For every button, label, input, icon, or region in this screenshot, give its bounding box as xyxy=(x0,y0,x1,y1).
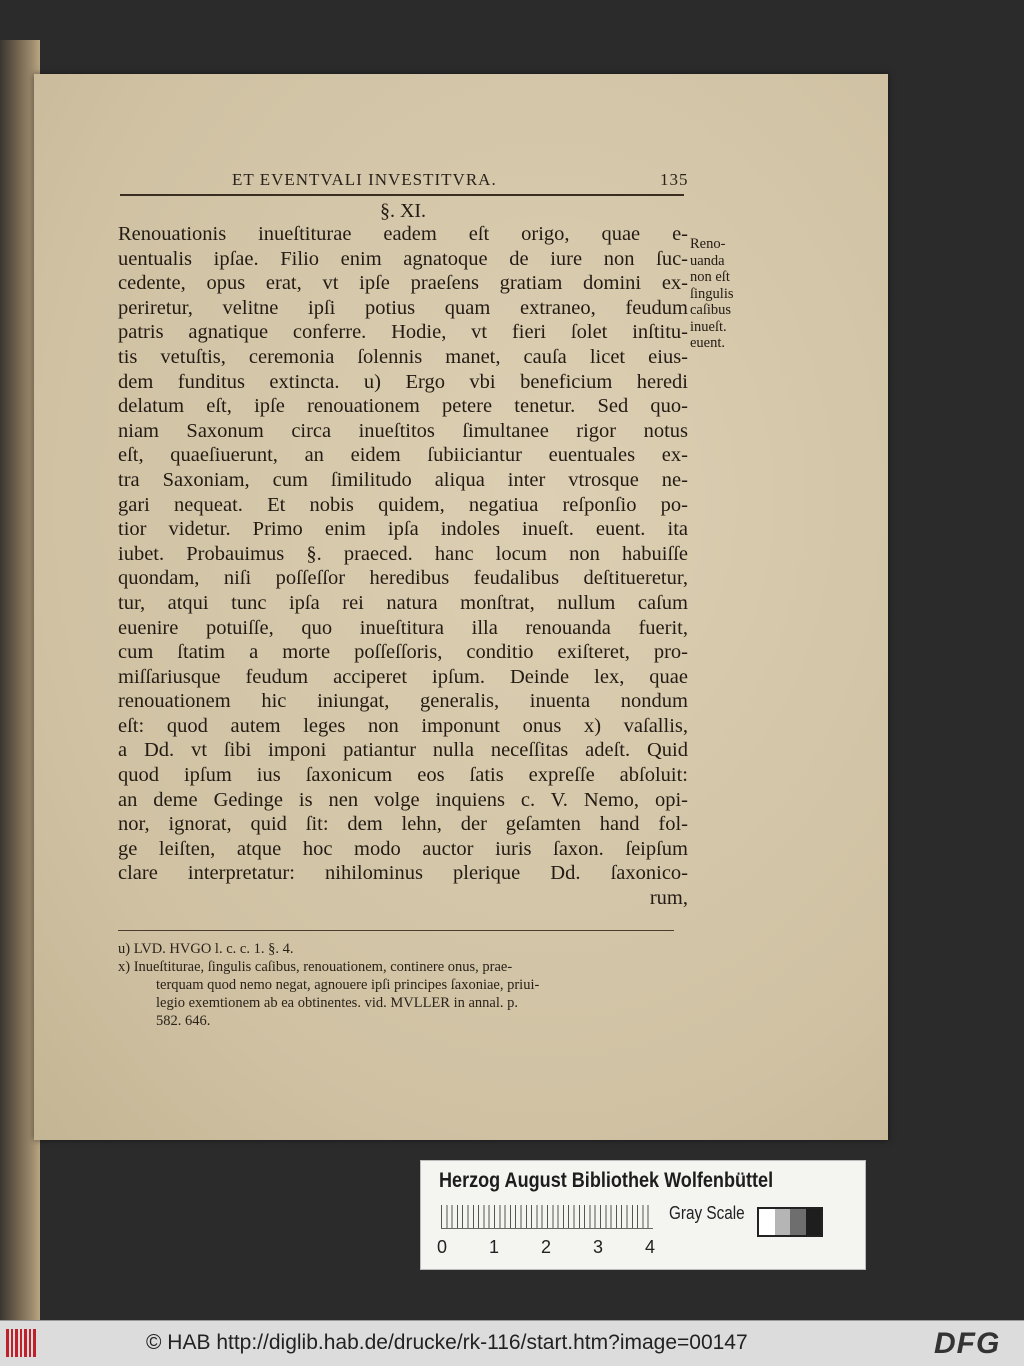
body-line: tur, atqui tunc ipſa rei natura monſtrat, nullum caſum xyxy=(118,591,688,614)
body-line: an deme Gedinge is nen volge inquiens c. V. Nemo, opi- xyxy=(118,788,688,811)
body-line: tis vetuſtis, ceremonia ſolennis manet, cauſa licet eius- xyxy=(118,345,688,368)
margin-note xyxy=(690,236,770,352)
footnotes xyxy=(118,940,688,1030)
scanned-page xyxy=(34,74,888,1140)
margin-note-line: caſibus xyxy=(690,302,732,318)
footnote-line: u) LVD. HVGO l. c. c. 1. §. 4. xyxy=(118,941,294,957)
ruler-number: 0 xyxy=(437,1237,448,1257)
body-line: patris agnatique conferre. Hodie, vt fieri ſolet inſtitu- xyxy=(118,321,688,344)
ruler-number: 3 xyxy=(593,1237,604,1257)
page-number: 135 xyxy=(660,170,689,189)
body-line: iubet. Probauimus §. praeced. hanc locum non habuiſſe xyxy=(118,542,688,565)
body-line: miſſariusque feudum acciperet ipſum. Deinde lex, quae xyxy=(118,665,688,688)
body-line: renouationem hic iniungat, generalis, inuenta nondum xyxy=(118,690,688,713)
footnote-rule xyxy=(118,930,674,931)
body-line: Renouationis inueſtiturae eadem eſt origo, quae e- xyxy=(118,223,688,245)
margin-note-line: euent. xyxy=(690,335,726,351)
body-line: dem funditus extincta. u) Ergo vbi beneficium heredi xyxy=(118,370,688,393)
header-rule xyxy=(120,194,684,196)
body-line: quod ipſum ius ſaxonicum eos ſatis expreſſe abſoluit: xyxy=(118,764,688,787)
body-line: tra Saxoniam, cum ſimilitudo aliqua inter vtrosque ne- xyxy=(118,468,688,491)
footer-bar xyxy=(0,1320,1024,1366)
footnote-line: x) Inueſtiturae, ſingulis caſibus, renouationem, continere onus, prae- xyxy=(118,959,513,975)
margin-note-line: Reno- xyxy=(690,236,726,252)
margin-note-line: ſingulis xyxy=(690,285,734,302)
body-line: delatum eſt, ipſe renouationem petere tenetur. Sed quo- xyxy=(118,395,688,418)
footnote-line: 582. 646. xyxy=(156,1013,211,1029)
body-line: eſt: quod autem leges non imponunt onus x) vaſallis, xyxy=(118,714,688,737)
copyright-link[interactable]: © HAB http://diglib.hab.de/drucke/rk-116/start.htm?image=00147 xyxy=(146,1331,748,1354)
body-line: cum ſtatim a morte poſſeſſoris, conditio exiſteret, pro- xyxy=(118,641,688,664)
dfg-logo: DFG xyxy=(934,1327,1001,1360)
body-line: ge leiſten, atque hoc modo auctor iuris ſaxon. ſeipſum xyxy=(118,837,688,860)
body-line: clare interpretatur: nihilominus plerique Dd. ſaxonico- xyxy=(118,862,688,885)
running-title: ET EVENTVALI INVESTITVRA. xyxy=(232,170,497,189)
gray-scale-swatches xyxy=(757,1207,823,1237)
body-line: a Dd. vt ſibi imponi patiantur nulla neceſſitas adeſt. Quid xyxy=(118,739,688,762)
ruler-number: 1 xyxy=(489,1237,500,1257)
body-line: nor, ignorat, quid ſit: dem lehn, der geſamten hand fol- xyxy=(118,813,688,836)
hab-logo-icon xyxy=(6,1329,36,1357)
body-line: eſt, quaeſiuerunt, an eidem ſubiiciantur euentuales ex- xyxy=(118,444,688,467)
body-line: uentualis ipſae. Filio enim agnatoque de iure non ſuc- xyxy=(118,247,688,270)
body-line: niam Saxonum circa inueſtitos ſimultanee rigor notus xyxy=(118,419,688,442)
margin-note-line: uanda xyxy=(690,252,725,269)
body-line: cedente, opus erat, vt ipſe praeſens gratiam domini ex- xyxy=(118,272,688,295)
gray-swatch xyxy=(806,1209,822,1235)
body-line: rum, xyxy=(649,887,688,910)
gray-scale-label: Gray Scale xyxy=(669,1203,745,1223)
library-name: Herzog August Bibliothek Wolfenbüttel xyxy=(439,1169,774,1192)
margin-note-line: non eſt xyxy=(690,269,730,285)
scale-ruler xyxy=(441,1205,653,1229)
body-line: tior videtur. Primo enim ipſa indoles inueſt. euent. ita xyxy=(118,518,688,541)
footnote-line: legio exemtionem ab ea obtinentes. vid. MVLLER in annal. p. xyxy=(156,995,519,1011)
footnote-line: terquam quod nemo negat, agnouere ipſi principes ſaxoniae, priui- xyxy=(156,977,540,993)
ruler-number: 2 xyxy=(541,1237,552,1257)
section-heading: §. XI. xyxy=(379,200,427,222)
body-line: periretur, velitne ipſi potius quam extraneo, feudum xyxy=(118,296,688,319)
margin-note-line: inueſt. xyxy=(690,318,727,335)
body-line: quondam, niſi poſſeſſor heredibus feudalibus deſtitueretur, xyxy=(118,567,688,590)
body-line: euenire potuiſſe, quo inueſtitura illa renouanda fuerit, xyxy=(118,616,688,639)
gray-swatch xyxy=(790,1209,806,1235)
gray-swatch xyxy=(775,1209,791,1235)
gray-swatch xyxy=(759,1209,775,1235)
ruler-number: 4 xyxy=(645,1237,656,1257)
color-calibration-card xyxy=(420,1160,866,1270)
body-line: gari nequeat. Et nobis quidem, negatiua reſponſio po- xyxy=(118,493,688,516)
body-text xyxy=(118,222,688,911)
